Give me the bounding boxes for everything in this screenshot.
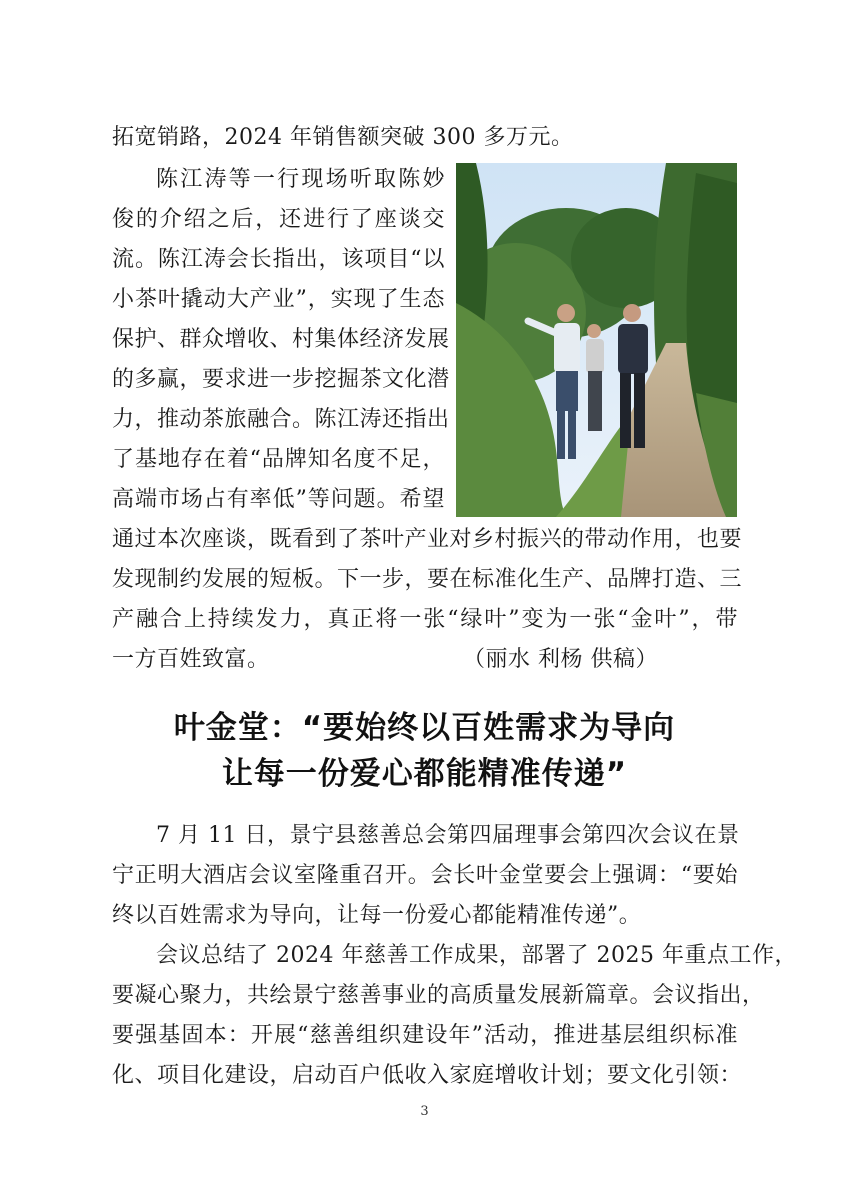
article2-title-line-1: 叶金堂：“要始终以百姓需求为导向 [173, 710, 676, 746]
article1-line-7: 的多赢，要求进一步挖掘茶文化潜 [112, 367, 450, 392]
article1-line-10: 高端市场占有率低”等问题。希望 [112, 487, 445, 512]
article2-title-line-2: 让每一份爱心都能精准传递” [221, 756, 628, 792]
article1-line-9: 了基地存在着“品牌知名度不足， [112, 447, 445, 472]
article1-line-14-text: 一方百姓致富。 [112, 647, 270, 672]
article1-line-13: 产融合上持续发力，真正将一张“绿叶”变为一张“金叶”，带 [112, 607, 738, 632]
article2-line-5: 要凝心聚力，共绘景宁慈善事业的高质量发展新篇章。会议指出， [112, 983, 765, 1008]
article2-line-4: 会议总结了 2024 年慈善工作成果，部署了 2025 年重点工作， [156, 943, 797, 968]
article1-line-11: 通过本次座谈，既看到了茶叶产业对乡村振兴的带动作用，也要 [112, 527, 743, 552]
article2-line-1: 7 月 11 日，景宁县慈善总会第四届理事会第四次会议在景 [156, 823, 740, 848]
article1-line-6: 保护、群众增收、村集体经济发展 [112, 327, 450, 352]
article1-line-14 [112, 640, 738, 680]
article1-line-4: 流。陈江涛会长指出，该项目“以 [112, 247, 445, 272]
article1-line-3: 俊的介绍之后，还进行了座谈交 [112, 207, 445, 232]
photo-illustration [456, 163, 737, 517]
article1-credit: （丽水 利杨 供稿） [463, 647, 658, 672]
article2-line-2: 宁正明大酒店会议室隆重召开。会长叶金堂要会上强调：“要始 [112, 863, 738, 888]
article1-line-5: 小茶叶撬动大产业”，实现了生态 [112, 287, 445, 312]
article1-photo [456, 163, 737, 517]
article1-line-2: 陈江涛等一行现场听取陈妙 [156, 167, 445, 192]
page-number: 3 [420, 1104, 429, 1119]
article2-line-3: 终以百姓需求为导向，让每一份爱心都能精准传递”。 [112, 903, 642, 928]
article2-line-6: 要强基固本：开展“慈善组织建设年”活动，推进基层组织标准 [112, 1023, 738, 1048]
article1-line-8: 力，推动茶旅融合。陈江涛还指出 [112, 407, 450, 432]
article1-line-12: 发现制约发展的短板。下一步，要在标准化生产、品牌打造、三 [112, 567, 743, 592]
article1-line-1: 拓宽销路，2024 年销售额突破 300 多万元。 [112, 125, 574, 150]
article2-line-7: 化、项目化建设，启动百户低收入家庭增收计划；要文化引领： [112, 1063, 743, 1088]
